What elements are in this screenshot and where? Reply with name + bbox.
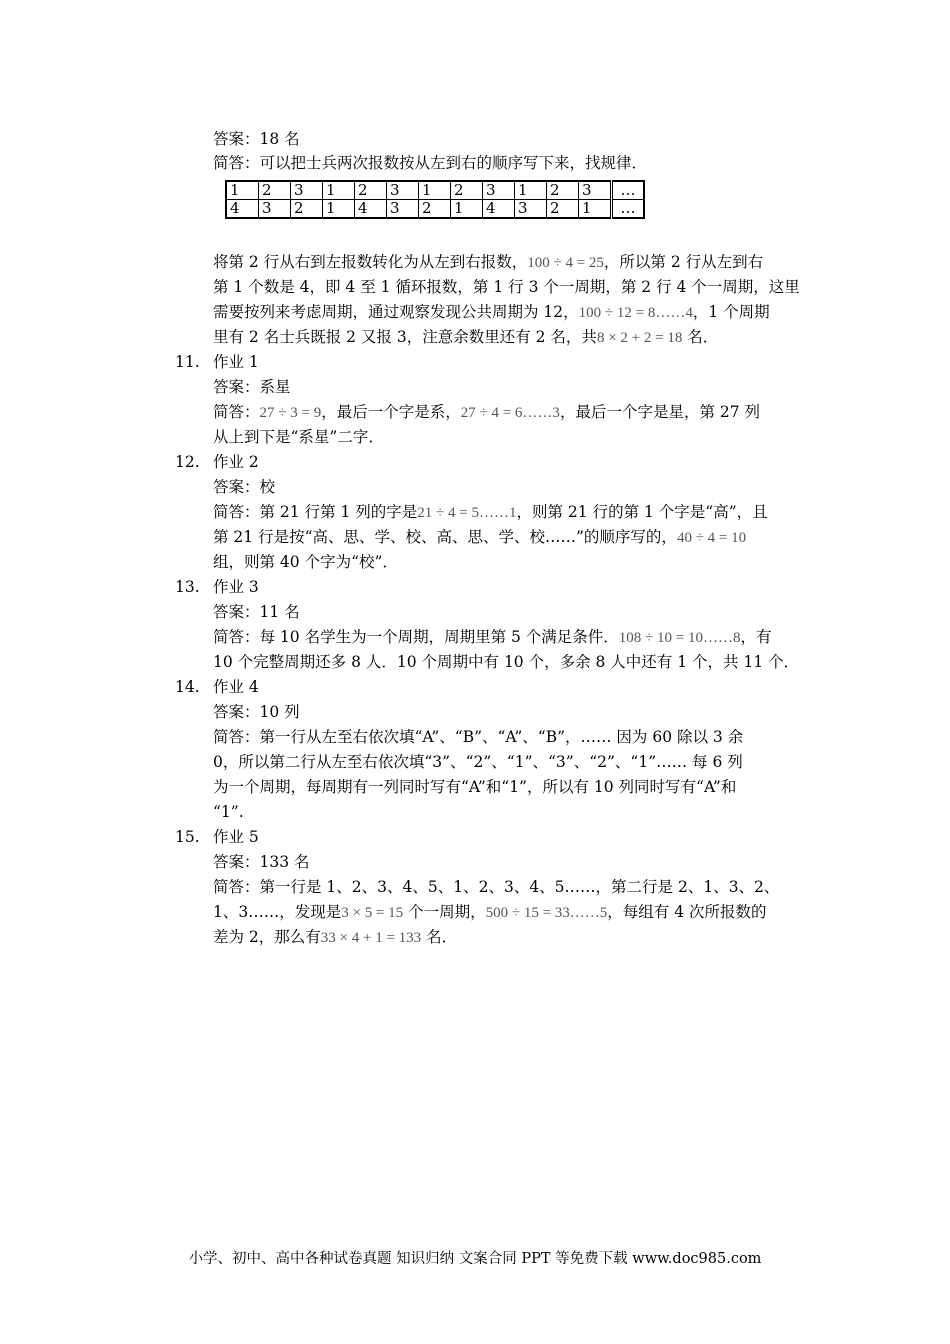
math-expression: 100 ÷ 12 = 8……4 — [578, 305, 693, 321]
table-cell: 1 — [419, 181, 451, 200]
para1-line3 — [213, 301, 770, 324]
homework-title: 作业 3 — [213, 578, 259, 596]
homework-brief-line2: 0，所以第二行从左至右依次填“3”、“2”、“1”、“3”、“2”、“1”…… 每 6 列 — [213, 753, 743, 771]
homework-title: 作业 4 — [213, 678, 259, 696]
math-expression: 500 ÷ 15 = 33……5 — [485, 905, 608, 921]
math-expression: 27 ÷ 4 = 6……3 — [460, 405, 560, 421]
text: ，最后一个字是星，第 27 列 — [559, 403, 761, 421]
text: ，所以第 2 行从左到右 — [603, 253, 764, 271]
table-cell: 3 — [387, 200, 419, 219]
math-expression: 40 ÷ 4 = 10 — [676, 530, 747, 546]
item-number: 11. — [175, 353, 200, 371]
homework-brief-line1 — [213, 501, 768, 524]
table-cell-ellipsis: … — [612, 200, 645, 219]
table-row-1 — [226, 181, 644, 200]
homework-brief-line2: 从上到下是“系星”二字． — [213, 428, 384, 446]
homework-answer: 答案：10 列 — [213, 703, 300, 721]
table-cell: 1 — [323, 181, 355, 200]
table-cell: 2 — [547, 181, 579, 200]
homework-brief-line2 — [213, 526, 746, 549]
table-cell: 4 — [226, 200, 259, 219]
text: 简答：第 21 行第 1 列的字是 — [213, 503, 418, 521]
para1-line4 — [213, 326, 718, 349]
table-row-2 — [226, 200, 644, 219]
number-sequence-table — [225, 180, 645, 219]
table-cell: 3 — [515, 200, 547, 219]
homework-brief-line1 — [213, 401, 760, 424]
table-cell: 3 — [259, 200, 291, 219]
table-cell: 3 — [579, 181, 612, 200]
text: 将第 2 行从右到左报数转化为从左到右报数， — [213, 253, 528, 271]
table-cell: 1 — [226, 181, 259, 200]
homework-title: 作业 5 — [213, 828, 259, 846]
para1-line1 — [213, 251, 763, 274]
table-cell: 1 — [323, 200, 355, 219]
homework-brief-line4: “1”. — [213, 803, 244, 821]
math-expression: 27 ÷ 3 = 9 — [259, 405, 322, 421]
math-expression: 100 ÷ 4 = 25 — [527, 255, 604, 271]
text: ，有 — [740, 628, 772, 646]
homework-brief-line3: 组，则第 40 个字为“校”． — [213, 553, 398, 571]
math-expression: 8 × 2 + 2 = 18 — [596, 330, 683, 346]
table-cell: 1 — [579, 200, 612, 219]
brief-table-intro: 简答：可以把士兵两次报数按从左到右的顺序写下来，找规律． — [213, 154, 648, 172]
text: ，1 个周期 — [692, 303, 770, 321]
table-cell: 2 — [451, 181, 483, 200]
text: 里有 2 名士兵既报 2 又报 3，注意余数里还有 2 名，共 — [213, 328, 597, 346]
homework-title: 作业 1 — [213, 353, 259, 371]
text: ，最后一个字是系， — [321, 403, 461, 421]
table-cell: 4 — [483, 200, 515, 219]
table-cell: 3 — [483, 181, 515, 200]
text: 名． — [421, 928, 458, 946]
table-cell: 2 — [419, 200, 451, 219]
homework-answer: 答案：11 名 — [213, 603, 300, 621]
table-cell: 1 — [451, 200, 483, 219]
math-expression: 21 ÷ 4 = 5……1 — [417, 505, 517, 521]
text: 名． — [682, 328, 719, 346]
item-number: 13. — [175, 578, 200, 596]
homework-brief-line2 — [213, 901, 767, 924]
item-number: 15. — [175, 828, 200, 846]
table-cell: 2 — [259, 181, 291, 200]
text: ，则第 21 行的第 1 个字是“高”，且 — [516, 503, 768, 521]
homework-answer: 答案：系星 — [213, 378, 291, 396]
homework-brief-line1 — [213, 626, 772, 649]
text: 简答：每 10 名学生为一个周期，周期里第 5 个满足条件． — [213, 628, 619, 646]
math-expression: 108 ÷ 10 = 10……8 — [618, 630, 741, 646]
table-cell: 2 — [547, 200, 579, 219]
table-cell: 2 — [355, 181, 387, 200]
math-expression: 33 × 4 + 1 = 133 — [320, 930, 422, 946]
homework-title: 作业 2 — [213, 453, 259, 471]
text: 差为 2，那么有 — [213, 928, 321, 946]
answer-18: 答案：18 名 — [213, 130, 300, 148]
item-number: 12. — [175, 453, 200, 471]
table-cell: 4 — [355, 200, 387, 219]
text: ，每组有 4 次所报数的 — [607, 903, 767, 921]
page-footer: 小学、初中、高中各种试卷真题 知识归纳 文案合同 PPT 等免费下载 www.doc985.com — [188, 1251, 762, 1267]
math-expression: 3 × 5 = 15 — [341, 905, 404, 921]
homework-answer: 答案：校 — [213, 478, 276, 496]
homework-answer: 答案：133 名 — [213, 853, 310, 871]
para1-line2: 第 1 个数是 4，即 4 至 1 循环报数，第 1 行 3 个一周期，第 2 行 4 个一周期，这里 — [213, 278, 800, 296]
text: 1、3……，发现是 — [213, 903, 342, 921]
item-number: 14. — [175, 678, 200, 696]
homework-brief-line3 — [213, 926, 457, 949]
homework-brief-line2: 10 个完整周期还多 8 人．10 个周期中有 10 个，多余 8 人中还有 1 个，共 11 个． — [213, 653, 800, 671]
table-cell: 1 — [515, 181, 547, 200]
text: 第 21 行是按“高、思、学、校、高、思、学、校……”的顺序写的， — [213, 528, 677, 546]
table-cell: 3 — [291, 181, 323, 200]
text: 需要按列来考虑周期，通过观察发现公共周期为 12， — [213, 303, 579, 321]
homework-brief-line3: 为一个周期，每周期有一列同时写有“A”和“1”，所以有 10 列同时写有“A”和 — [213, 778, 737, 796]
table-cell: 3 — [387, 181, 419, 200]
table-cell-ellipsis: … — [612, 181, 645, 200]
table-cell: 2 — [291, 200, 323, 219]
homework-brief-line1: 简答：第一行从左至右依次填“A”、“B”、“A”、“B”，…… 因为 60 除以 3 余 — [213, 728, 744, 746]
text: 个一周期， — [403, 903, 486, 921]
text: 简答： — [213, 403, 260, 421]
homework-brief-line1: 简答：第一行是 1、2、3、4、5、1、2、3、4、5……，第二行是 2、1、3、2、 — [213, 878, 780, 896]
